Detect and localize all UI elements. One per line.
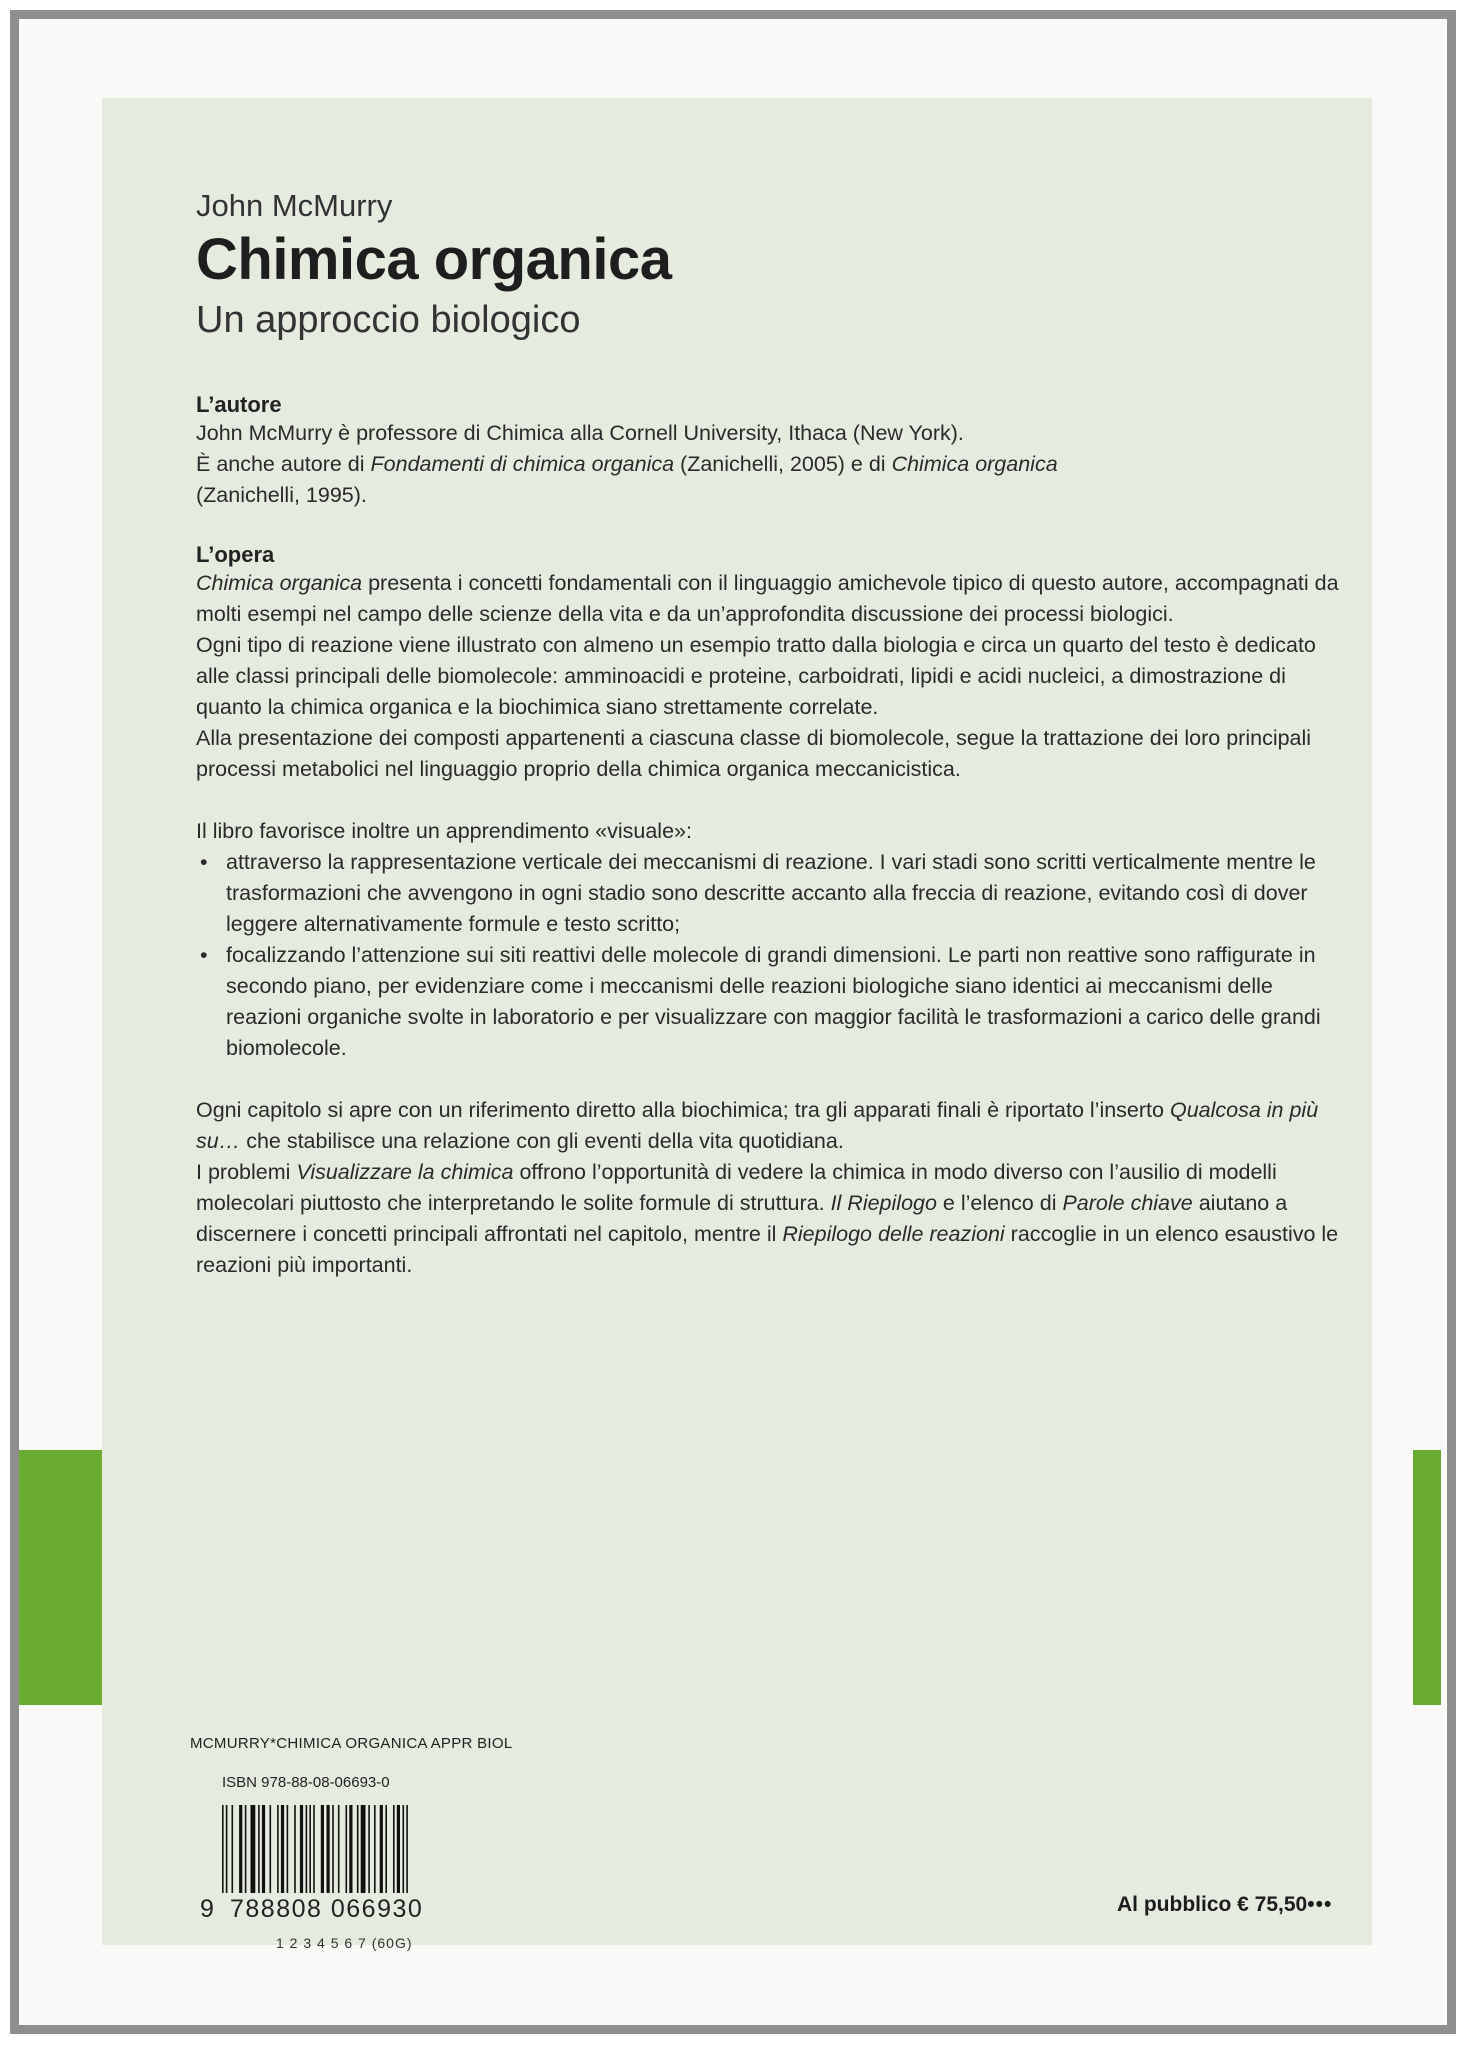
visual-learning-list xyxy=(196,847,1346,1064)
green-spine-stripe-left xyxy=(19,1450,102,1705)
retail-price: Al pubblico € 75,50••• xyxy=(1117,1893,1333,1916)
author-bio-line-3: (Zanichelli, 1995). xyxy=(196,483,367,507)
bullet-icon: • xyxy=(200,850,208,874)
barcode-block xyxy=(190,1735,550,1951)
green-spine-stripe-right xyxy=(1413,1450,1441,1705)
author-bio-line-1: John McMurry è professore di Chimica alla Cornell University, Ithaca (New York). xyxy=(196,421,964,445)
author-name: John McMurry xyxy=(196,188,393,223)
work-paragraph-5: Ogni capitolo si apre con un riferimento diretto alla biochimica; tra gli apparati finali è riportato l’inserto Qualcosa in più su… che stabilisce una relazione con gli eventi della vita quotidiana. xyxy=(196,1098,1319,1153)
bullet-icon: • xyxy=(200,943,208,967)
print-run-code: 1 2 3 4 5 6 7 (60G) xyxy=(276,1935,413,1951)
barcode-digits: 9 788808 066930 xyxy=(200,1895,424,1923)
book-title: Chimica organica xyxy=(196,227,672,292)
author-bio-line-2: È anche autore di Fondamenti di chimica organica (Zanichelli, 2005) e di Chimica organica xyxy=(196,452,1058,476)
work-paragraph-1: Chimica organica presenta i concetti fondamentali con il linguaggio amichevole tipico di questo autore, accompagnati da molti esempi nel campo delle scienze della vita e da un’approfondita discussione dei processi biologici. xyxy=(196,571,1339,626)
isbn-text: ISBN 978-88-08-06693-0 xyxy=(222,1774,390,1791)
work-section xyxy=(196,542,1346,1281)
work-paragraph-4: Il libro favorisce inoltre un apprendimento «visuale»: xyxy=(196,819,692,843)
book-subtitle: Un approccio biologico xyxy=(196,299,581,341)
cover-content xyxy=(196,180,1346,1277)
work-paragraph-3: Alla presentazione dei composti appartenenti a ciascuna classe di biomolecole, segue la trattazione dei loro principali processi metabolici nel linguaggio proprio della chimica organica meccanicistica. xyxy=(196,726,1312,781)
barcode-icon xyxy=(220,1805,470,1897)
work-paragraph-2: Ogni tipo di reazione viene illustrato con almeno un esempio tratto dalla biologia e circa un quarto del testo è dedicato alle classi principali delle biomolecole: amminoacidi e proteine, carboidrati, lipidi e acidi nucleici, a dimostrazione di quanto la chimica organica e la biochimica siano strettamente correlate. xyxy=(196,633,1316,719)
author-section xyxy=(196,392,1058,511)
list-item: • attraverso la rappresentazione verticale dei meccanismi di reazione. I vari stadi sono scritti verticalmente mentre le trasformazioni che avvengono in ogni stadio sono descritte accanto alla freccia di reazione, evitando così di dover leggere alternativamente formule e testo scritto; xyxy=(196,847,1346,940)
work-paragraph-6: I problemi Visualizzare la chimica offrono l’opportunità di vedere la chimica in modo diverso con l’ausilio di modelli molecolari piuttosto che interpretando le solite formule di struttura. Il Riepilogo e l’elenco di Parole chiave aiutano a discernere i concetti principali affrontati nel capitolo, mentre il Riepilogo delle reazioni raccoglie in un elenco esaustivo le reazioni più importanti. xyxy=(196,1160,1339,1277)
author-heading: L’autore xyxy=(196,392,282,417)
work-heading: L’opera xyxy=(196,542,275,567)
list-item: • focalizzando l’attenzione sui siti reattivi delle molecole di grandi dimensioni. Le parti non reattive sono raffigurate in secondo piano, per evidenziare come i meccanismi delle reazioni biologiche siano identici ai meccanismi delle reazioni organiche svolte in laboratorio e per visualizzare con maggior facilità le trasformazioni a carico delle grandi biomolecole. xyxy=(196,940,1346,1064)
barcode-caption: MCMURRY*CHIMICA ORGANICA APPR BIOL xyxy=(190,1735,513,1752)
